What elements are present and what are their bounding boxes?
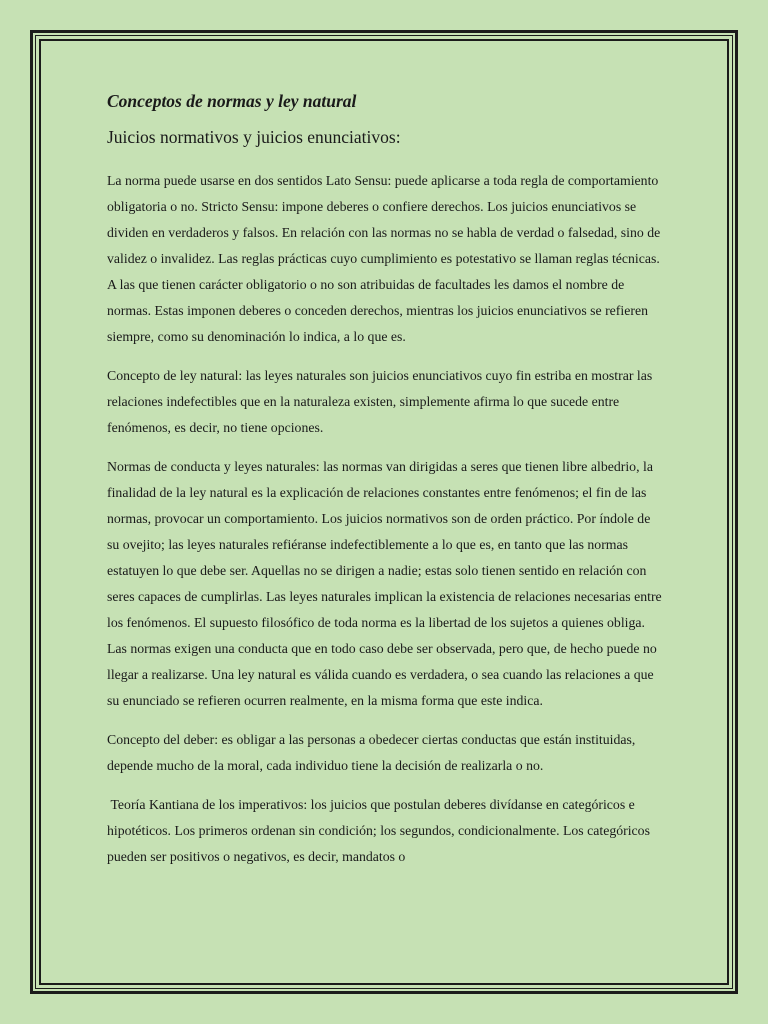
document-title: Conceptos de normas y ley natural [107,91,357,111]
paragraph-normas-conducta: Normas de conducta y leyes naturales: las normas van dirigidas a seres que tienen libre albedrio, la finalidad de la ley natural es la explicación de relaciones constantes entre fenómenos; el fin de las normas, provocar un comportamiento. Los juicios normativos son de orden práctico. Por índole de su ovejito; las leyes naturales refiéranse indefectiblemente a lo que es, en tanto que las normas estatuyen lo que debe ser. Aquellas no se dirigen a nadie; estas solo tienen sentido en relación con seres capaces de cumplirlas. Las leyes naturales implican la existencia de relaciones necesarias entre los fenómenos. El supuesto filosófico de toda norma es la libertad de los sujetos a quienes obliga. Las normas exigen una conducta que en todo caso debe ser observada, pero que, de hecho puede no llegar a realizarse. Una ley natural es válida cuando es verdadera, o sea cuando las relaciones a que su enunciado se refieren ocurren realmente, en la misma forma que este indica. [107,459,662,708]
paragraph-ley-natural: Concepto de ley natural: las leyes naturales son juicios enunciativos cuyo fin estriba en mostrar las relaciones indefectibles que en la naturaleza existen, simplemente afirma lo que sucede entre fenómenos, es decir, no tiene opciones. [107,368,653,435]
paragraph-teoria-kantiana: Teoría Kantiana de los imperativos: los juicios que postulan deberes divídanse en categóricos e hipotéticos. Los primeros ordenan sin condición; los segundos, condicionalmente. Los categóricos pueden ser positivos o negativos, es decir, mandatos o [107,797,654,864]
paragraph-norma: La norma puede usarse en dos sentidos Lato Sensu: puede aplicarse a toda regla de comportamiento obligatoria o no. Stricto Sensu: impone deberes o confiere derechos. Los juicios enunciativos se dividen en verdaderos y falsos. En relación con las normas no se habla de verdad o falsedad, sino de validez o invalidez. Las reglas prácticas cuyo cumplimiento es potestativo se llaman reglas técnicas. A las que tienen carácter obligatorio o no son atribuidas de facultades les damos el nombre de normas. Estas imponen deberes o conceden derechos, mientras los juicios enunciativos se refieren siempre, como su denominación lo indica, a lo que es. [107,173,661,344]
document-subtitle: Juicios normativos y juicios enunciativos: [107,127,401,147]
paragraph-concepto-deber: Concepto del deber: es obligar a las personas a obedecer ciertas conductas que están instituidas, depende mucho de la moral, cada individuo tiene la decisión de realizarla o no. [107,732,636,773]
document-body [107,88,663,870]
